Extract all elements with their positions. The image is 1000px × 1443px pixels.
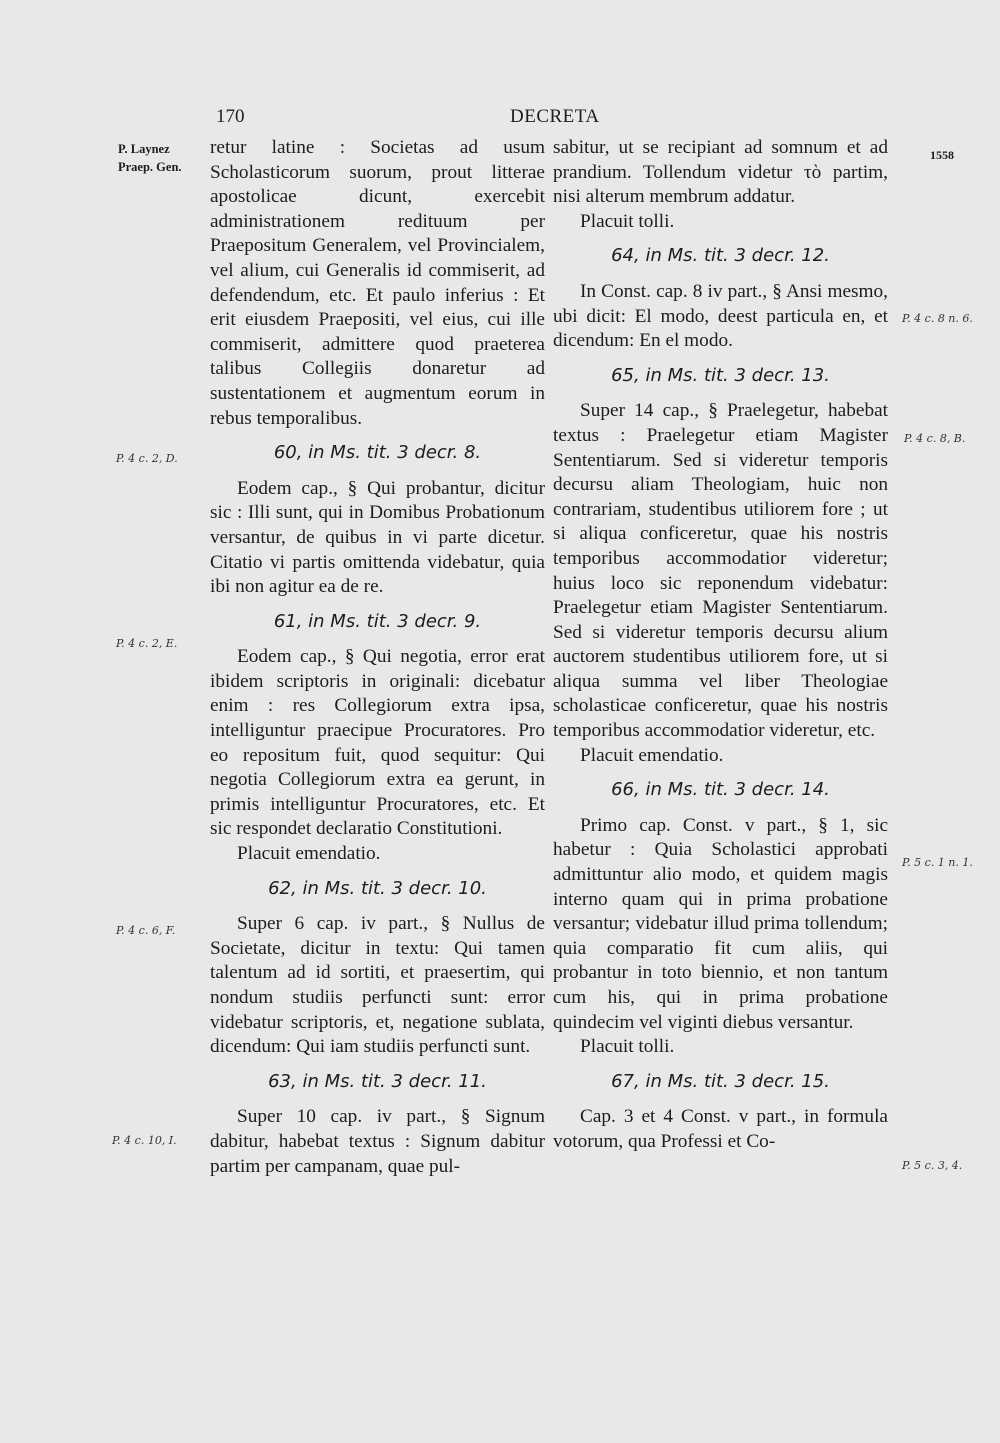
verdict-line: Placuit emendatio. [580,744,724,766]
paragraph: Eodem cap., § Qui negotia, error erat ibidem scriptoris in originali: dicebatur enim : res Collegiorum extra ipsa, intelliguntur praecipue Procuratores. Pro eo repositum fuit, quod sequitur: Qui negotia Collegiorum extra ea gerunt, in primis intelliguntur Procuratores, etc. Et sic respondet declaratio Constitutioni. [210,646,545,840]
margin-ref: P. 4 c. 2, E. [116,637,178,650]
paragraph: Primo cap. Const. v part., § 1, sic habetur : Quia Scholastici approbati admittuntur alio modo, et quidem magis interno quam qui in prima probatione versantur; videbatur illud prima tollendum; quia comparatio fit cum aliis, qui probantur in toto biennio, et non tantum cum his, qui in prima probatione quindecim vel viginti diebus versantur. [553,814,888,1033]
section-heading: 60, in Ms. tit. 3 decr. 8. [273,442,482,464]
verdict-line: Placuit tolli. [580,210,675,232]
right-column [553,136,888,1155]
section-heading: 63, in Ms. tit. 3 decr. 11. [268,1070,487,1092]
verdict-line: Placuit emendatio. [237,843,381,865]
author-name: P. Laynez [118,142,170,156]
margin-ref: P. 5 c. 1 n. 1. [902,856,973,869]
running-head: DECRETA [510,106,600,127]
paragraph: In Const. cap. 8 iv part., § Ansi mesmo, ubi dicit: El modo, deest particula en, et dicendum: En el modo. [553,280,888,352]
margin-ref: P. 5 c. 3, 4. [902,1159,963,1172]
verdict-line: Placuit tolli. [580,1036,675,1058]
paragraph: Super 6 cap. iv part., § Nullus de Societate, dicitur in textu: Qui tamen talentum ad id sortiti, et praesertim, qui nondum studiis perfuncti sunt: error videbatur scriptoris, et, negatione sublata, dicendum: Qui iam studiis perfuncti sunt. [210,913,545,1058]
author-title: Praep. Gen. [118,160,182,174]
paragraph: Eodem cap., § Qui probantur, dicitur sic : Illi sunt, qui in Domibus Probationum versantur, de quibus in vi parte dicetur. Citatio vi partis omittenda videbatur, quia ibi non agitur ea de re. [210,477,545,598]
margin-ref: P. 4 c. 8 n. 6. [902,312,973,325]
paragraph: Cap. 3 et 4 Const. v part., in formula votorum, qua Professi et Co- [553,1106,888,1152]
section-heading: 61, in Ms. tit. 3 decr. 9. [273,610,482,632]
section-heading: 64, in Ms. tit. 3 decr. 12. [611,245,830,267]
paragraph: Super 10 cap. iv part., § Signum dabitur, habebat textus : Signum dabitur partim per campanam, quae pul- [210,1106,545,1177]
section-heading: 65, in Ms. tit. 3 decr. 13. [611,364,830,386]
margin-ref: P. 4 c. 6, F. [116,924,176,937]
author-sidenote [118,140,182,176]
year-sidenote: 1558 [930,148,954,162]
left-column [210,136,545,1179]
page-number: 170 [216,106,245,127]
paragraph: Super 14 cap., § Praelegetur, habebat textus : Praelegetur etiam Magister Sententiarum. Sed si videretur temporis decursu aliam Theologiam, huic non contrariam, studentibus utiliorem fore ; ut si aliqua conficeretur, quae his nostris temporibus accommodatior videretur; huius loco sic reponendum videbatur: Praelegetur etiam Magister Sententiarum. Sed si videretur temporis decursu alium auctorem studentibus utiliorem fore, ut si aliqua summa vel liber Theologiae scholasticae conficeretur, quae his nostris temporibus accommodatior videretur, etc. [553,400,888,742]
margin-ref: P. 4 c. 8, B. [904,432,966,445]
paragraph: retur latine : Societas ad usum Scholasticorum suorum, prout litterae apostolicae dicunt, exercebit administrationem redituum per Praepositum Generalem, vel Provincialem, vel alium, cui Generalis id commiserit, ad defendendum, etc. Et paulo inferius : Et erit eiusdem Praepositi, vel eius, cui ille commiserit, admittere quod praeterea talibus Collegiis donaretur ad sustentationem et augmentum eorum in rebus temporalibus. [210,137,545,429]
section-heading: 67, in Ms. tit. 3 decr. 15. [611,1070,830,1092]
section-heading: 62, in Ms. tit. 3 decr. 10. [268,877,487,899]
section-heading: 66, in Ms. tit. 3 decr. 14. [611,779,830,801]
paragraph: sabitur, ut se recipiant ad somnum et ad prandium. Tollendum videtur τὸ partim, nisi alterum membrum addatur. [553,137,888,208]
page-header [0,106,1000,136]
margin-ref: P. 4 c. 2, D. [116,452,178,465]
margin-ref: P. 4 c. 10, I. [112,1134,177,1147]
